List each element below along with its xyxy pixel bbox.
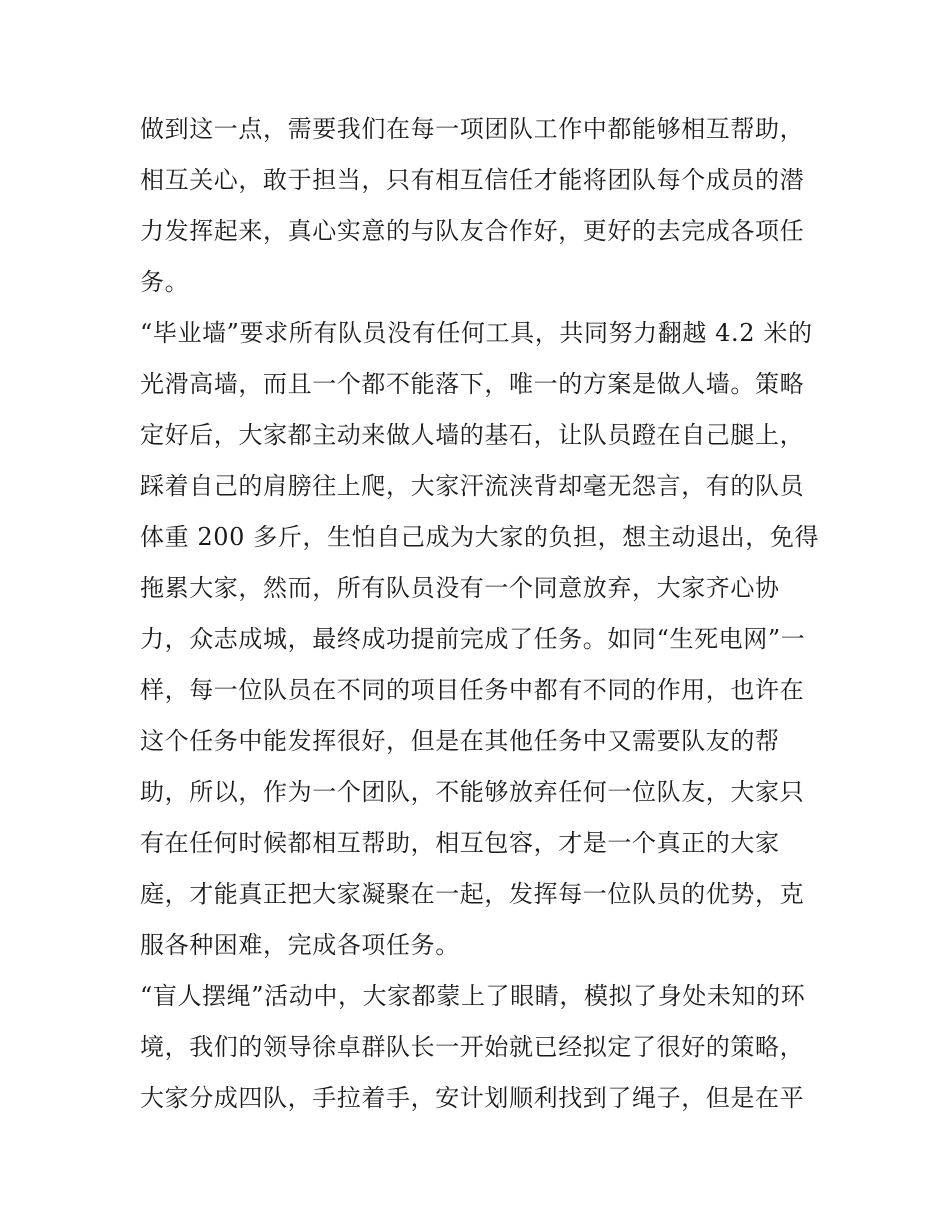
- text-line: 样，每一位队员在不同的项目任务中都有不同的作用，也许在: [140, 676, 805, 704]
- text-line: “毕业墙”要求所有队员没有任何工具，共同努力翻越 4.2 米的: [140, 319, 813, 347]
- text-line: 境，我们的领导徐卓群队长一开始就已经拟定了很好的策略，: [140, 1033, 805, 1061]
- text-line: 体重 200 多斤，生怕自己成为大家的负担，想主动退出，免得: [140, 523, 820, 551]
- text-line: 服各种困难，完成各项任务。: [140, 931, 460, 959]
- text-line: 庭，才能真正把大家凝聚在一起，发挥每一位队员的优势，克: [140, 880, 805, 908]
- text-line: “盲人摆绳”活动中，大家都蒙上了眼睛，模拟了身处未知的环: [140, 982, 806, 1010]
- text-line: 力，众志成城，最终成功提前完成了任务。如同“生死电网”一: [140, 625, 806, 653]
- document-body: [140, 104, 820, 1124]
- text-line: 光滑高墙，而且一个都不能落下，唯一的方案是做人墙。策略: [140, 370, 805, 398]
- text-line: 踩着自己的肩膀往上爬，大家汗流浃背却毫无怨言，有的队员: [140, 472, 805, 500]
- text-line: 相互关心，敢于担当，只有相互信任才能将团队每个成员的潜: [140, 166, 805, 194]
- text-line: 有在任何时候都相互帮助，相互包容，才是一个真正的大家: [140, 829, 780, 857]
- text-line: 定好后，大家都主动来做人墙的基石，让队员蹬在自己腿上，: [140, 421, 805, 449]
- text-line: 拖累大家，然而，所有队员没有一个同意放弃，大家齐心协: [140, 574, 780, 602]
- text-line: 这个任务中能发挥很好，但是在其他任务中又需要队友的帮: [140, 727, 780, 755]
- text-line: 助，所以，作为一个团队，不能够放弃任何一位队友，大家只: [140, 778, 805, 806]
- text-line: 力发挥起来，真心实意的与队友合作好，更好的去完成各项任: [140, 217, 805, 245]
- text-line: 做到这一点，需要我们在每一项团队工作中都能够相互帮助，: [140, 115, 805, 143]
- text-line: 大家分成四队，手拉着手，安计划顺利找到了绳子，但是在平: [140, 1084, 805, 1112]
- text-line: 务。: [140, 268, 190, 296]
